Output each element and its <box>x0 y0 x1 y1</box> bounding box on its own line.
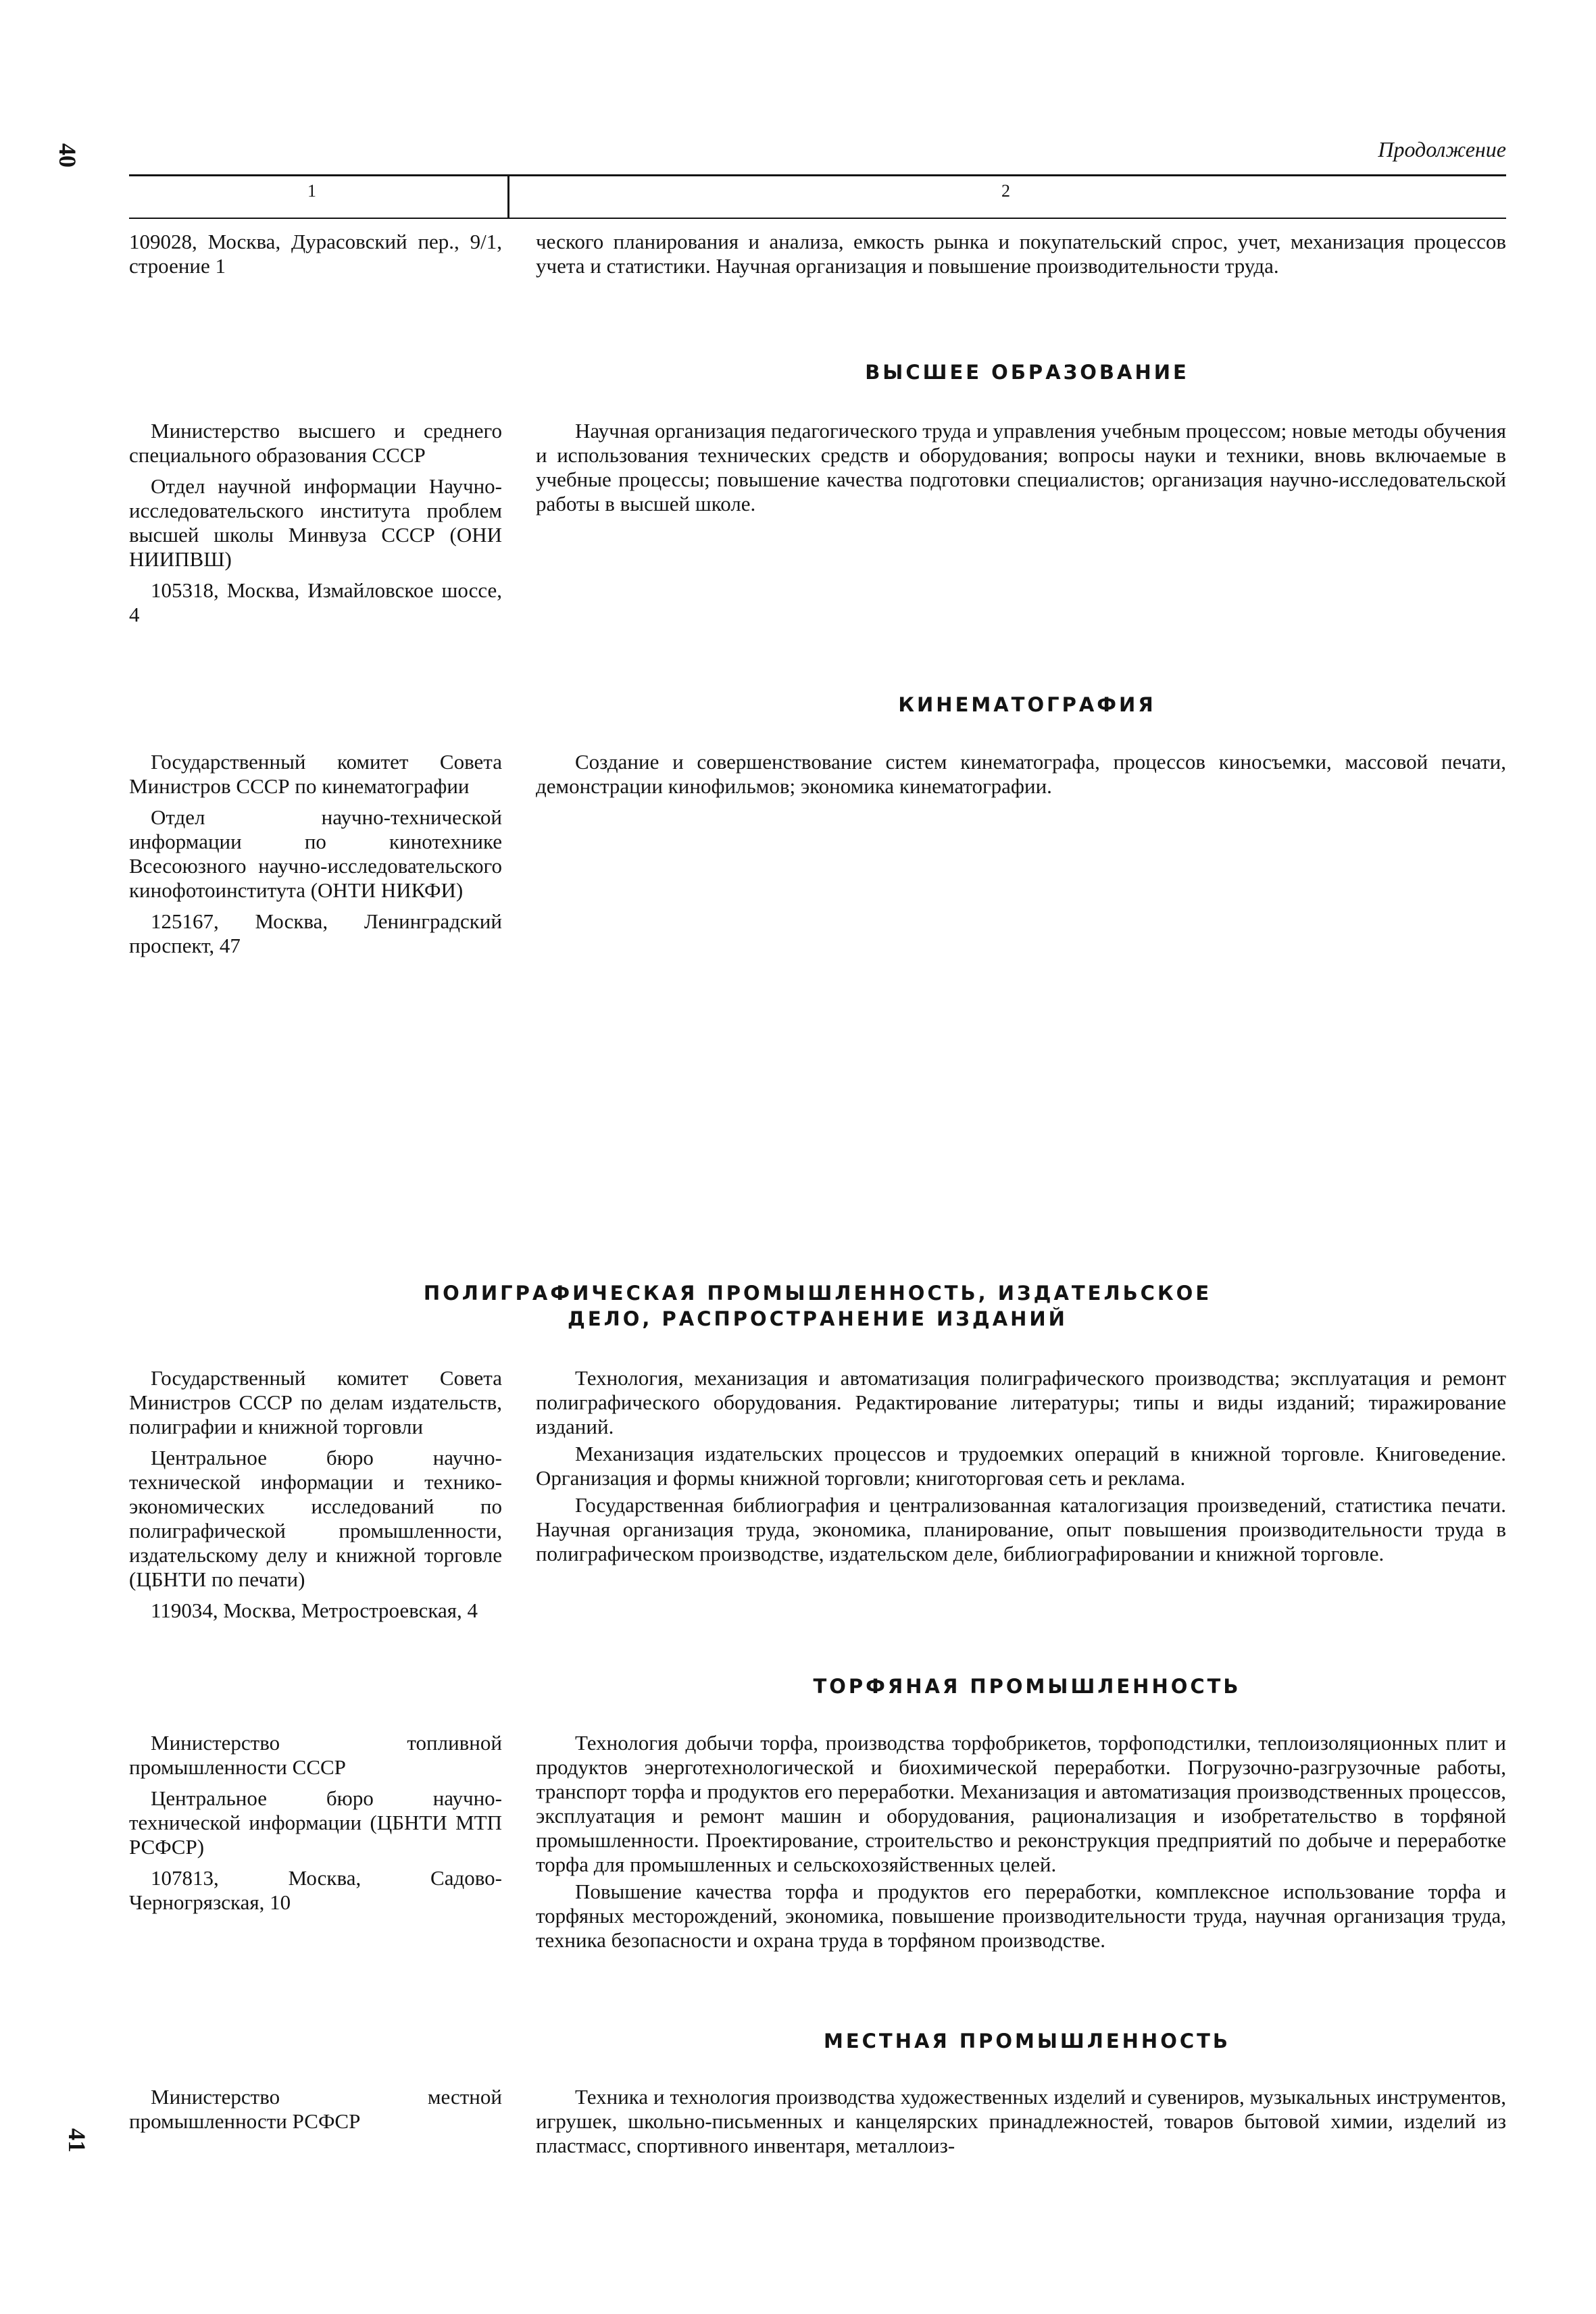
continuation-label: Продолжение <box>1378 137 1506 161</box>
org-ministry: Министерство топливной промышленности СССР <box>129 1731 502 1779</box>
subject-text: Повышение качества торфа и продуктов его переработки, комплексное использование торфа и торфяных месторождений, экономика, повышение производительности труда, научная организация труда, техника безопасности и охрана труда в торфяном производстве. <box>536 1879 1506 1952</box>
org-address: 125167, Москва, Ленинградский проспект, 47 <box>129 909 502 957</box>
subject-text: ческого планирования и анализа, емкость рынка и покупательский спрос, учет, механизация процессов учета и статистики. Научная организация и повышение производительности труда. <box>536 230 1506 278</box>
org-ministry: Министерство местной промышленности РСФСР <box>129 2085 502 2133</box>
table-header-rule <box>129 218 1506 219</box>
subject-text: Механизация издательских процессов и трудоемких операций в книжной торговле. Книговедение. Организация и формы книжной торговли; книготорговая сеть и реклама. <box>536 1441 1506 1490</box>
subject-text: Технология, механизация и автоматизация полиграфического производства; эксплуатация и ремонт полиграфического оборудования. Редактирование литературы; типы и виды изданий; тиражирование изданий. <box>536 1366 1506 1438</box>
subject-cell <box>536 1366 1506 1569</box>
org-department: Центральное бюро научно-технической информации (ЦБНТИ МТП РСФСР) <box>129 1786 502 1859</box>
subject-text: Технология добычи торфа, производства торфобрикетов, торфоподстилки, теплоизоляционных плит и продуктов энерготехнологической и биохимической переработки. Погрузочно-разгрузочные работы, транспорт торфа и продуктов его переработки. Механизация и автоматизация производственных процессов, эксплуатация и ремонт машин и оборудования, рационализация и изобретательство в торфяной промышленности. Проектирование, строительство и реконструкция предприятий по добыче и переработке торфа для промышленных и сельскохозяйственных целей. <box>536 1731 1506 1876</box>
section-heading: ТОРФЯНАЯ ПРОМЫШЛЕННОСТЬ <box>813 1675 1241 1698</box>
organization-cell <box>129 1731 502 1921</box>
organization-cell <box>129 2085 502 2140</box>
organization-cell <box>129 419 502 634</box>
org-department: Центральное бюро научно-технической информации и технико-экономических исследований по полиграфической промышленности, издательскому делу и книжной торговле (ЦБНТИ по печати) <box>129 1445 502 1591</box>
org-ministry: Государственный комитет Совета Министров СССР по кинематографии <box>129 750 502 798</box>
section-heading: КИНЕМАТОГРАФИЯ <box>898 693 1156 716</box>
section-heading: МЕСТНАЯ ПРОМЫШЛЕННОСТЬ <box>823 2030 1231 2053</box>
subject-cell <box>536 2085 1506 2161</box>
org-address: 119034, Москва, Метростроевская, 4 <box>151 1598 478 1622</box>
column-number-2: 2 <box>1001 181 1010 201</box>
subject-text: Государственная библиография и централизованная каталогизация произведений, статистика печати. Научная организация труда, экономика, планирование, опыт повышения производительности труда в полиграфическом производстве, издательском деле, библиографировании и книжной торговле. <box>536 1492 1506 1565</box>
subject-cell <box>536 750 1506 801</box>
organization-cell <box>129 230 502 285</box>
org-department: Отдел научной информации Научно-исследовательского института проблем высшей школы Минвуза СССР (ОНИ НИИПВШ) <box>129 474 502 571</box>
page-number-top: 40 <box>54 143 81 168</box>
page-number-bottom: 41 <box>64 2128 91 2153</box>
org-ministry: Государственный комитет Совета Министров СССР по делам издательств, полиграфии и книжной торговли <box>129 1366 502 1438</box>
org-department: Отдел научно-технической информации по кинотехнике Всесоюзного научно-исследовательского кинофотоинститута (ОНТИ НИКФИ) <box>129 805 502 902</box>
org-address: 109028, Москва, Дурасовский пер., 9/1, строение 1 <box>129 230 502 278</box>
org-address: 105318, Москва, Измайловское шоссе, 4 <box>129 578 502 626</box>
subject-cell <box>536 419 1506 519</box>
subject-text: Научная организация педагогического труда и управления учебным процессом; новые методы обучения и использования технических средств и оборудования; вопросы науки и техники, вновь включаемые в учебные процессы; повышение качества подготовки специалистов; организация научно-исследовательской работы в высшей школе. <box>536 419 1506 515</box>
section-heading: ВЫСШЕЕ ОБРАЗОВАНИЕ <box>865 361 1189 384</box>
section-heading: ПОЛИГРАФИЧЕСКАЯ ПРОМЫШЛЕННОСТЬ, ИЗДАТЕЛЬСКОЕ ДЕЛО, РАСПРОСТРАНЕНИЕ ИЗДАНИЙ <box>423 1282 1212 1331</box>
subject-cell <box>536 1731 1506 1955</box>
organization-cell <box>129 1366 502 1630</box>
subject-text: Создание и совершенствование систем кинематографа, процессов киносъемки, массовой печати, демонстрации кинофильмов; экономика кинематографии. <box>536 750 1506 798</box>
table-top-rule <box>129 174 1506 176</box>
org-address: 107813, Москва, Садово-Черногрязская, 10 <box>129 1865 502 1914</box>
column-number-1: 1 <box>307 181 316 201</box>
org-ministry: Министерство высшего и среднего специального образования СССР <box>129 419 502 467</box>
subject-text: Техника и технология производства художественных изделий и сувениров, музыкальных инструментов, игрушек, школьно-письменных и канцелярских принадлежностей, товаров бытовой химии, изделий из пластмасс, спортивного инвентаря, металлоиз- <box>536 2085 1506 2157</box>
organization-cell <box>129 750 502 965</box>
column-divider <box>507 176 509 218</box>
subject-cell <box>536 230 1506 281</box>
